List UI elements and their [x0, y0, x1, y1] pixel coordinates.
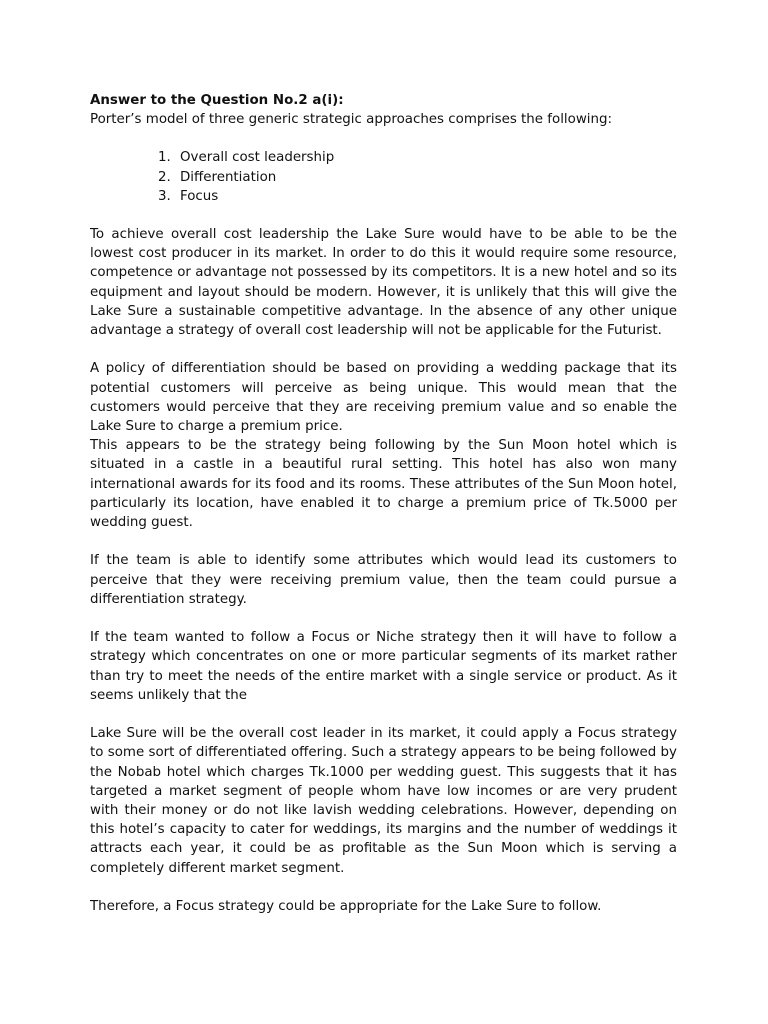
paragraph-differentiation: A policy of differentiation should be based on providing a wedding package that its potential customers will perceive as being unique. This would mean that the customers would perceive that they are receiving premium value and so enable the Lake Sure to charge a premium price. [90, 361, 677, 435]
strategy-list [90, 148, 677, 206]
list-item-text: Differentiation [180, 169, 277, 185]
intro-text: Porter’s model of three generic strategic approaches comprises the following: [90, 112, 612, 128]
paragraph-sun-moon: This appears to be the strategy being following by the Sun Moon hotel which is situated in a castle in a beautiful rural setting. This hotel has also won many international awards for its food and its rooms. These attributes of the Sun Moon hotel, particularly its location, have enabled it to charge a premium price of Tk.5000 per wedding guest. [90, 438, 677, 531]
list-item-number: 3. [158, 188, 171, 204]
list-item [90, 168, 677, 187]
question-heading: Answer to the Question No.2 a(i): [90, 93, 344, 108]
list-item-text: Overall cost leadership [180, 150, 335, 166]
paragraph-conclusion: Therefore, a Focus strategy could be appropriate for the Lake Sure to follow. [90, 899, 602, 915]
paragraph-premium-value: If the team is able to identify some attributes which would lead its customers to perceive that they were receiving premium value, then the team could pursue a differentiation strategy. [90, 553, 677, 607]
list-item-text: Focus [180, 188, 219, 204]
document-page [90, 91, 677, 935]
paragraph-cost-leadership: To achieve overall cost leadership the Lake Sure would have to be able to be the lowest cost producer in its market. In order to do this it would require some resource, competence or advantage not possessed by its competitors. It is a new hotel and so its equipment and layout should be modern. However, it is unlikely that this will give the Lake Sure a sustainable competitive advantage. In the absence of any other unique advantage a strategy of overall cost leadership will not be applicable for the Futurist. [90, 227, 677, 339]
list-item-number: 2. [158, 169, 171, 185]
paragraph-focus-niche: If the team wanted to follow a Focus or Niche strategy then it will have to follow a strategy which concentrates on one or more particular segments of its market rather than try to meet the needs of the entire market with a single service or product. As it seems unlikely that the [90, 630, 677, 703]
list-item-number: 1. [158, 150, 171, 166]
list-item [90, 187, 677, 206]
paragraph-nobab: Lake Sure will be the overall cost leader in its market, it could apply a Focus strategy to some sort of differentiated offering. Such a strategy appears to be being followed by the Nobab hotel which charges Tk.1000 per wedding guest. This suggests that it has targeted a market segment of people whom have low incomes or are very prudent with their money or do not like lavish wedding celebrations. However, depending on this hotel’s capacity to cater for weddings, its margins and the number of weddings it attracts each year, it could be as profitable as the Sun Moon which is serving a completely different market segment. [90, 726, 677, 876]
list-item [90, 148, 677, 167]
